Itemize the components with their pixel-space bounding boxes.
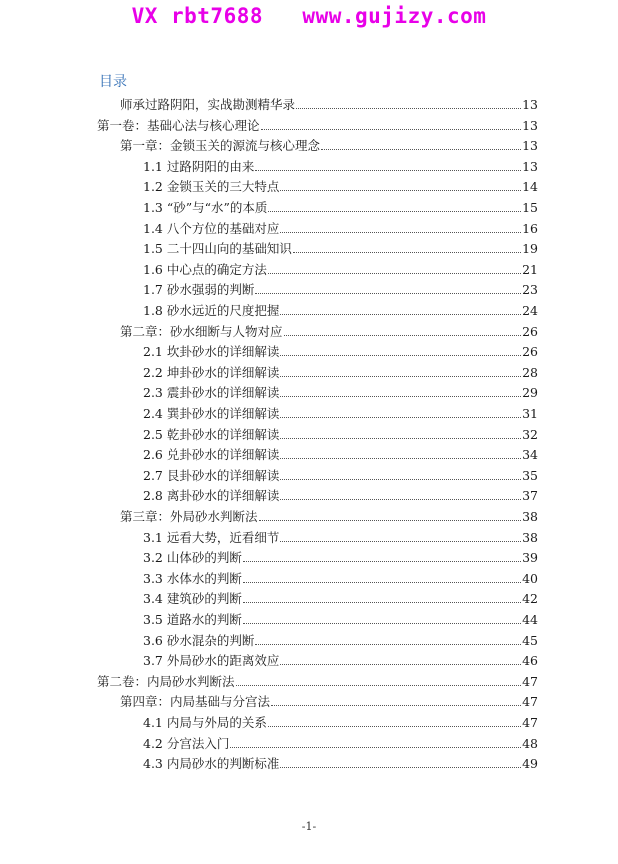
toc-entry-page: 44 bbox=[522, 612, 538, 627]
toc-entry-label: 1.3 “砂”与“水”的本质 bbox=[143, 200, 268, 215]
dot-leader bbox=[280, 663, 521, 665]
dot-leader bbox=[280, 189, 521, 191]
toc-entry[interactable] bbox=[143, 629, 538, 649]
toc-entry-label: 第一章：金锁玉关的源流与核心理念 bbox=[120, 138, 321, 154]
toc-title: 目录 bbox=[99, 74, 127, 90]
toc-entry-label: 3.2 山体砂的判断 bbox=[143, 550, 242, 566]
dot-leader bbox=[268, 725, 521, 727]
toc-entry-page: 35 bbox=[522, 467, 538, 483]
toc-entry[interactable] bbox=[143, 587, 538, 607]
toc-entry-page: 23 bbox=[522, 282, 538, 298]
toc-entry-page: 42 bbox=[522, 591, 538, 607]
toc-entry[interactable] bbox=[143, 381, 538, 401]
toc-entry[interactable] bbox=[143, 278, 538, 298]
toc-entry-page: 49 bbox=[522, 756, 538, 772]
toc-entry-page: 13 bbox=[522, 138, 538, 154]
toc-entry-label: 4.3 内局砂水的判断标准 bbox=[143, 756, 280, 772]
dot-leader bbox=[243, 622, 521, 624]
toc-entry-page: 21 bbox=[522, 261, 538, 277]
toc-entry-label: 第四章：内局基础与分宫法 bbox=[120, 694, 271, 710]
dot-leader bbox=[280, 457, 521, 459]
toc-entry-page: 40 bbox=[522, 570, 538, 586]
toc-entry-page: 38 bbox=[522, 529, 538, 545]
dot-leader bbox=[261, 128, 522, 130]
dot-leader bbox=[236, 684, 522, 686]
toc-entry[interactable] bbox=[143, 649, 538, 669]
dot-leader bbox=[280, 354, 521, 356]
toc-entry-page: 29 bbox=[522, 385, 538, 401]
dot-leader bbox=[321, 148, 521, 150]
dot-leader bbox=[280, 498, 521, 500]
toc-entry[interactable] bbox=[143, 340, 538, 360]
toc-entry-page: 47 bbox=[522, 694, 538, 710]
toc-entry-label: 3.7 外局砂水的距离效应 bbox=[143, 653, 280, 669]
toc-entry[interactable] bbox=[143, 526, 538, 546]
toc-entry[interactable] bbox=[120, 134, 538, 154]
toc-entry[interactable] bbox=[143, 196, 538, 216]
toc-entry[interactable] bbox=[143, 361, 538, 381]
toc-entry-page: 46 bbox=[522, 653, 538, 669]
toc-entry-label: 第一卷：基础心法与核心理论 bbox=[97, 117, 260, 133]
toc-entry[interactable] bbox=[143, 175, 538, 195]
dot-leader bbox=[243, 601, 521, 603]
toc-entry-page: 28 bbox=[522, 364, 538, 380]
toc-entry-label: 2.2 坤卦砂水的详细解读 bbox=[143, 364, 280, 380]
toc-entry[interactable] bbox=[143, 464, 538, 484]
toc-entry-label: 1.2 金锁玉关的三大特点 bbox=[143, 179, 280, 195]
watermark-text: VX rbt7688 www.gujizy.com bbox=[131, 4, 487, 28]
toc-entry-page: 13 bbox=[522, 117, 538, 133]
toc-entry-label: 1.4 八个方位的基础对应 bbox=[143, 220, 280, 236]
dot-leader bbox=[255, 169, 521, 171]
toc-entry-label: 第二卷：内局砂水判断法 bbox=[97, 673, 235, 689]
toc-entry-label: 1.8 砂水远近的尺度把握 bbox=[143, 303, 280, 318]
dot-leader bbox=[230, 746, 521, 748]
dot-leader bbox=[280, 416, 521, 418]
dot-leader bbox=[280, 375, 521, 377]
toc-entry[interactable] bbox=[143, 258, 538, 278]
toc-entry-label: 3.4 建筑砂的判断 bbox=[143, 591, 242, 607]
dot-leader bbox=[293, 251, 521, 253]
toc-entry[interactable] bbox=[143, 484, 538, 504]
toc-entry-label: 2.8 离卦砂水的详细解读 bbox=[143, 488, 280, 504]
toc-entry-page: 31 bbox=[522, 406, 538, 421]
page-number: -1- bbox=[301, 820, 317, 833]
toc-entry-page: 48 bbox=[522, 735, 538, 751]
toc-entry[interactable] bbox=[143, 711, 538, 731]
toc-entry[interactable] bbox=[120, 505, 538, 525]
toc-entry-label: 3.3 水体水的判断 bbox=[143, 570, 242, 586]
toc-entry-page: 32 bbox=[522, 426, 538, 442]
dot-leader bbox=[259, 519, 522, 521]
toc-entry-label: 2.4 巽卦砂水的详细解读 bbox=[143, 406, 280, 421]
dot-leader bbox=[280, 231, 521, 233]
toc-entry[interactable] bbox=[143, 299, 538, 319]
dot-leader bbox=[243, 581, 521, 583]
dot-leader bbox=[280, 540, 521, 542]
toc-entry-page: 26 bbox=[522, 323, 538, 339]
dot-leader bbox=[255, 292, 521, 294]
dot-leader bbox=[280, 766, 521, 768]
toc-entry-page: 34 bbox=[522, 447, 538, 463]
toc-entry[interactable] bbox=[120, 93, 538, 113]
toc-entry-label: 2.7 艮卦砂水的详细解读 bbox=[143, 467, 280, 483]
toc-entry-page: 14 bbox=[522, 179, 538, 195]
dot-leader bbox=[296, 107, 521, 109]
toc-entry-label: 1.5 二十四山向的基础知识 bbox=[143, 241, 292, 257]
toc-entry-label: 3.5 道路水的判断 bbox=[143, 612, 242, 627]
toc-entry-page: 47 bbox=[522, 715, 538, 730]
toc-entry-page: 26 bbox=[522, 344, 538, 360]
toc-entry[interactable] bbox=[143, 155, 538, 175]
toc-entry[interactable] bbox=[143, 752, 538, 772]
dot-leader bbox=[268, 272, 521, 274]
toc-entry-page: 13 bbox=[522, 97, 538, 112]
toc-entry-label: 2.3 震卦砂水的详细解读 bbox=[143, 385, 280, 401]
toc-entry-page: 37 bbox=[522, 488, 538, 504]
dot-leader bbox=[280, 478, 521, 480]
toc-entry-page: 24 bbox=[522, 303, 538, 318]
toc-entry[interactable] bbox=[143, 546, 538, 566]
toc-entry-label: 4.2 分宫法入门 bbox=[143, 735, 230, 751]
toc-entry-page: 19 bbox=[522, 241, 538, 257]
toc-entry-page: 39 bbox=[522, 550, 538, 566]
toc-entry[interactable] bbox=[143, 402, 538, 422]
dot-leader bbox=[284, 334, 522, 336]
toc-entry[interactable] bbox=[143, 217, 538, 237]
toc-entry-label: 3.6 砂水混杂的判断 bbox=[143, 632, 255, 648]
toc-entry-page: 45 bbox=[522, 632, 538, 648]
dot-leader bbox=[255, 643, 521, 645]
toc-entry-label: 4.1 内局与外局的关系 bbox=[143, 715, 267, 730]
toc-entry[interactable] bbox=[143, 423, 538, 443]
toc-entry-label: 第三章：外局砂水判断法 bbox=[120, 509, 258, 524]
dot-leader bbox=[280, 395, 521, 397]
toc-entry[interactable] bbox=[143, 443, 538, 463]
toc-entry-label: 2.1 坎卦砂水的详细解读 bbox=[143, 344, 280, 360]
toc-entry-label: 2.6 兑卦砂水的详细解读 bbox=[143, 447, 280, 463]
dot-leader bbox=[243, 560, 521, 562]
toc-entry-label: 3.1 远看大势，近看细节 bbox=[143, 529, 280, 545]
toc-entry-label: 1.7 砂水强弱的判断 bbox=[143, 282, 255, 298]
toc-entry-label: 2.5 乾卦砂水的详细解读 bbox=[143, 426, 280, 442]
toc-entry[interactable] bbox=[143, 237, 538, 257]
toc-entry[interactable] bbox=[120, 690, 538, 710]
toc-entry-label: 师承过路阴阳，实战勘测精华录 bbox=[120, 97, 296, 112]
toc-entry-page: 16 bbox=[522, 220, 538, 236]
dot-leader bbox=[280, 437, 521, 439]
toc-entry[interactable] bbox=[143, 567, 538, 587]
toc-entry[interactable] bbox=[120, 320, 538, 340]
dot-leader bbox=[268, 210, 521, 212]
dot-leader bbox=[271, 704, 521, 706]
toc-entry-page: 47 bbox=[522, 673, 538, 689]
toc-entry-label: 第二章：砂水细断与人物对应 bbox=[120, 323, 283, 339]
toc-entry-label: 1.1 过路阴阳的由来 bbox=[143, 158, 255, 174]
dot-leader bbox=[280, 313, 521, 315]
toc-entry[interactable] bbox=[97, 114, 538, 134]
toc-entry[interactable] bbox=[97, 670, 538, 690]
toc-entry-label: 1.6 中心点的确定方法 bbox=[143, 261, 267, 277]
toc-entry-page: 38 bbox=[522, 509, 538, 524]
toc-entry-page: 15 bbox=[522, 200, 538, 215]
toc-entry-page: 13 bbox=[522, 158, 538, 174]
toc-entry[interactable] bbox=[143, 732, 538, 752]
toc-entry[interactable] bbox=[143, 608, 538, 628]
